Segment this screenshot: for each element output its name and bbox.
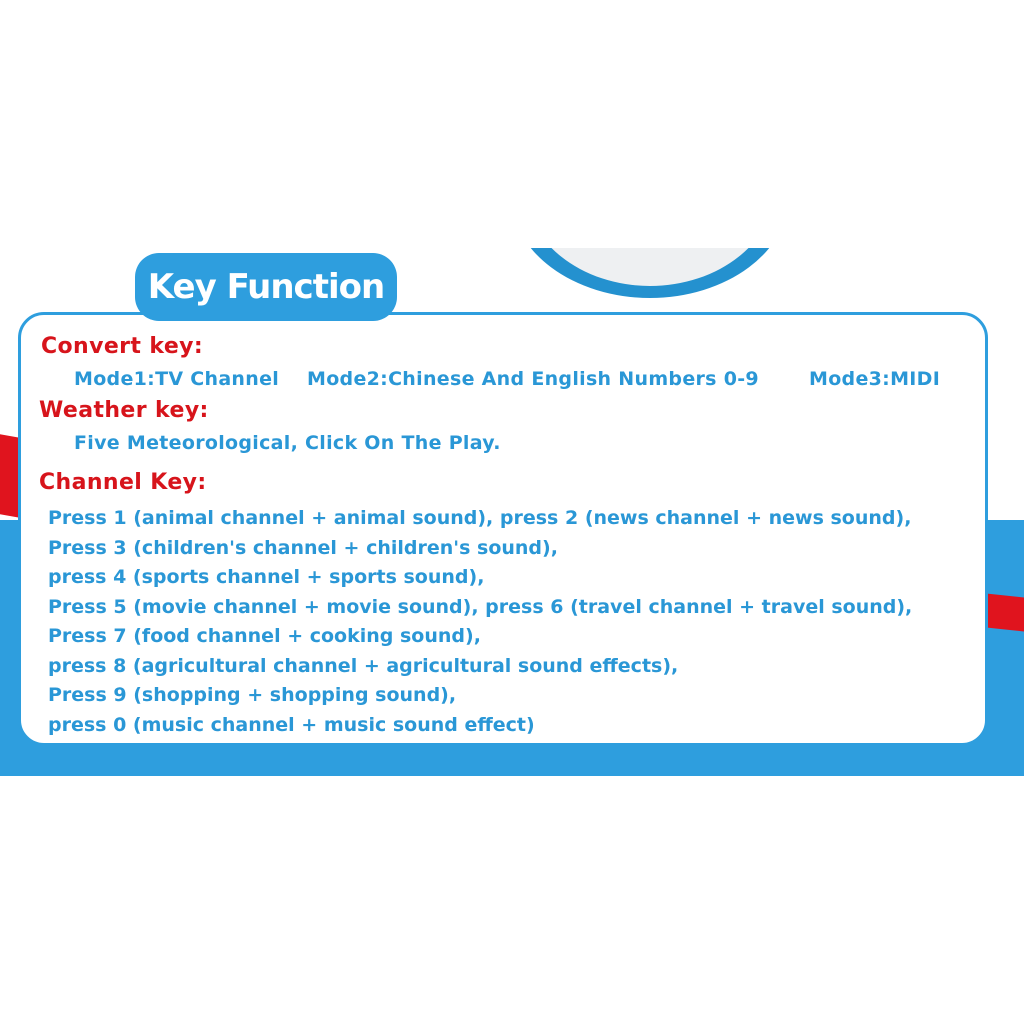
convert-mode3-text: Mode3:MIDI: [809, 368, 941, 390]
convert-key-heading: Convert key:: [41, 334, 204, 359]
channel-key-heading: Channel Key:: [39, 470, 207, 495]
weather-key-heading: Weather key:: [39, 398, 209, 423]
channel-line: Press 1 (animal channel + animal sound), press 2 (news channel + news sound),: [48, 507, 912, 529]
channel-line: Press 7 (food channel + cooking sound),: [48, 625, 481, 647]
header-tab: Key Function: [135, 253, 397, 321]
channel-line: Press 3 (children's channel + children's sound),: [48, 537, 558, 559]
convert-mode2-text: Mode2:Chinese And English Numbers 0-9: [307, 368, 759, 390]
channel-line: Press 5 (movie channel + movie sound), press 6 (travel channel + travel sound),: [48, 596, 913, 618]
channel-line: press 8 (agricultural channel + agricultural sound effects),: [48, 655, 679, 677]
weather-key-text: Five Meteorological, Click On The Play.: [74, 432, 501, 454]
channel-line: press 0 (music channel + music sound effect): [48, 714, 535, 736]
channel-line: press 4 (sports channel + sports sound),: [48, 566, 485, 588]
channel-line: Press 9 (shopping + shopping sound),: [48, 684, 457, 706]
toy-device-image: [510, 248, 790, 300]
convert-mode1-text: Mode1:TV Channel: [74, 368, 280, 390]
